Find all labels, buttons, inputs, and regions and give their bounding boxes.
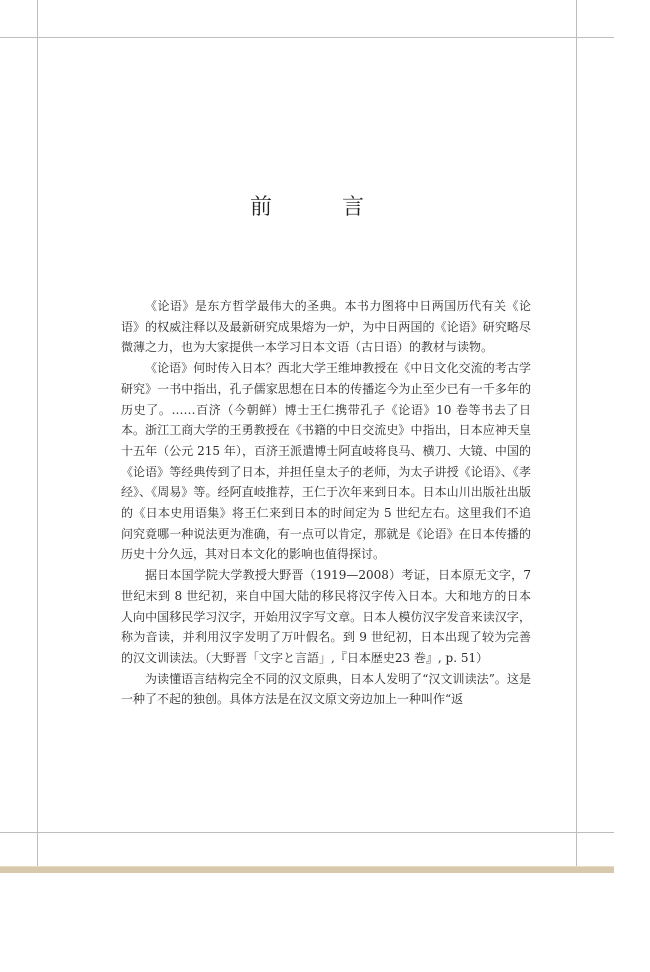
paragraph-1: 《论语》是东方哲学最伟大的圣典。本书力图将中日两国历代有关《论语》的权威注释以及最新研究成果熔为一炉，为中日两国的《论语》研究略尽微薄之力，也为大家提供一本学习日本文语（古日语）的教材与读物。 xyxy=(121,299,531,355)
paragraph-2: 《论语》何时传入日本？西北大学王维坤教授在《中日文化交流的考古学研究》一书中指出，孔子儒家思想在日本的传播迄今为止至少已有一千多年的历史了。……百济（今朝鲜）博士王仁携带孔子《论语》10 卷等书去了日本。浙江工商大学的王勇教授在《书籍的中日交流史》中指出，日本应神天皇十五年（公元 215 年），百济王派遣博士阿直岐将良马、横刀、大镜、中国的《论语》等经典传到了日本，并担任皇太子的老师，为太子讲授《论语》、《孝经》、《周易》等。经阿直岐推荐，王仁于次年来到日本。日本山川出版社出版的《日本史用语集》将王仁来到日本的时间定为 5 世纪左右。这里我们不追问究竟哪一种说法更为准确，有一点可以肯定，那就是《论语》在日本传播的历史十分久远，其对日本文化的影响也值得探讨。 xyxy=(121,361,531,562)
page-title: 前 言 xyxy=(249,195,388,220)
paragraph-3: 据日本国学院大学教授大野晋（1919—2008）考证，日本原无文字，7 世纪末到 8 世纪初，来自中国大陆的移民将汉字传入日本。大和地方的日本人向中国移民学习汉字，开始用汉字写文章。日本人模仿汉字发音来读汉字，称为音读，并利用汉字发明了万叶假名。到 9 世纪初，日本出现了较为完善的汉文训读法。（大野晋「文字と言語」,『日本歴史23 巻』, p. 51） xyxy=(121,568,531,665)
right-margin-rule xyxy=(576,0,577,872)
left-margin-rule xyxy=(37,0,38,872)
body-text xyxy=(121,296,531,710)
paragraph-4: 为读懂语言结构完全不同的汉文原典，日本人发明了“汉文训读法”。这是一种了不起的独创。具体方法是在汉文原文旁边加上一种叫作“返 xyxy=(121,671,531,707)
page-bottom-band xyxy=(0,866,614,873)
top-margin-rule xyxy=(0,37,614,38)
bottom-margin-rule xyxy=(0,832,614,833)
